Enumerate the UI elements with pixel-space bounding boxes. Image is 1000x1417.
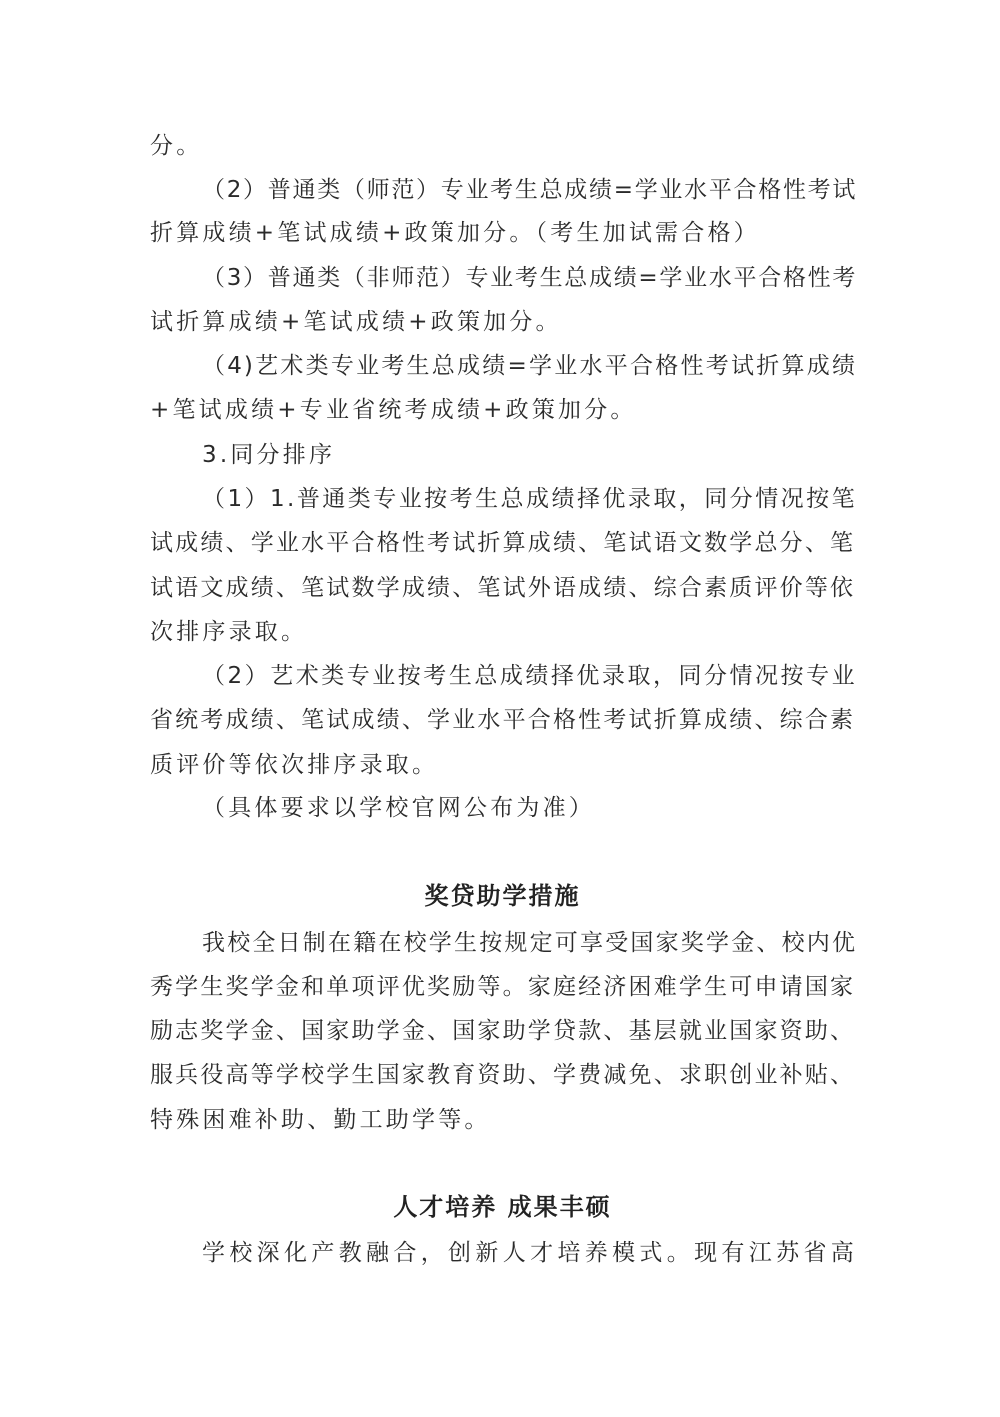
paragraph-line: 秀学生奖学金和单项评优奖励等。家庭经济困难学生可申请国家: [150, 974, 855, 1000]
paragraph-line: （4)艺术类专业考生总成绩=学业水平合格性考试折算成绩: [202, 353, 857, 379]
paragraph-line: （1）1.普通类专业按考生总成绩择优录取，同分情况按笔: [202, 486, 857, 512]
paragraph-line: 质评价等依次排序录取。: [150, 752, 439, 778]
paragraph-line: 试语文成绩、笔试数学成绩、笔试外语成绩、综合素质评价等依: [150, 575, 855, 601]
paragraph-line: 折算成绩+笔试成绩+政策加分。（考生加试需合格）: [150, 220, 760, 246]
paragraph-line: 服兵役高等学校学生国家教育资助、学费减免、求职创业补贴、: [150, 1062, 855, 1088]
subsection-title: 3.同分排序: [202, 442, 336, 468]
paragraph-line: 特殊困难补助、勤工助学等。: [150, 1107, 491, 1133]
section-heading-scholarship: 奖贷助学措施: [424, 881, 581, 910]
paragraph-line: 试折算成绩+笔试成绩+政策加分。: [150, 309, 562, 335]
paragraph-line: （3）普通类（非师范）专业考生总成绩=学业水平合格性考: [202, 265, 857, 291]
paragraph-line: +笔试成绩+专业省统考成绩+政策加分。: [150, 397, 637, 423]
paragraph-line: （2）艺术类专业按考生总成绩择优录取，同分情况按专业: [202, 663, 857, 689]
paragraph-line: 分。: [150, 133, 203, 159]
note-line: （具体要求以学校官网公布为准）: [202, 795, 595, 821]
section-heading-talent: 人才培养 成果丰硕: [393, 1192, 612, 1221]
paragraph-line: 次排序录取。: [150, 619, 308, 645]
paragraph-line: （2）普通类（师范）专业考生总成绩=学业水平合格性考试: [202, 177, 857, 203]
paragraph-line: 我校全日制在籍在校学生按规定可享受国家奖学金、校内优: [202, 930, 857, 956]
paragraph-line: 试成绩、学业水平合格性考试折算成绩、笔试语文数学总分、笔: [150, 530, 855, 556]
paragraph-line: 学校深化产教融合，创新人才培养模式。现有江苏省高: [202, 1240, 857, 1266]
paragraph-line: 省统考成绩、笔试成绩、学业水平合格性考试折算成绩、综合素: [150, 707, 855, 733]
paragraph-line: 励志奖学金、国家助学金、国家助学贷款、基层就业国家资助、: [150, 1018, 855, 1044]
